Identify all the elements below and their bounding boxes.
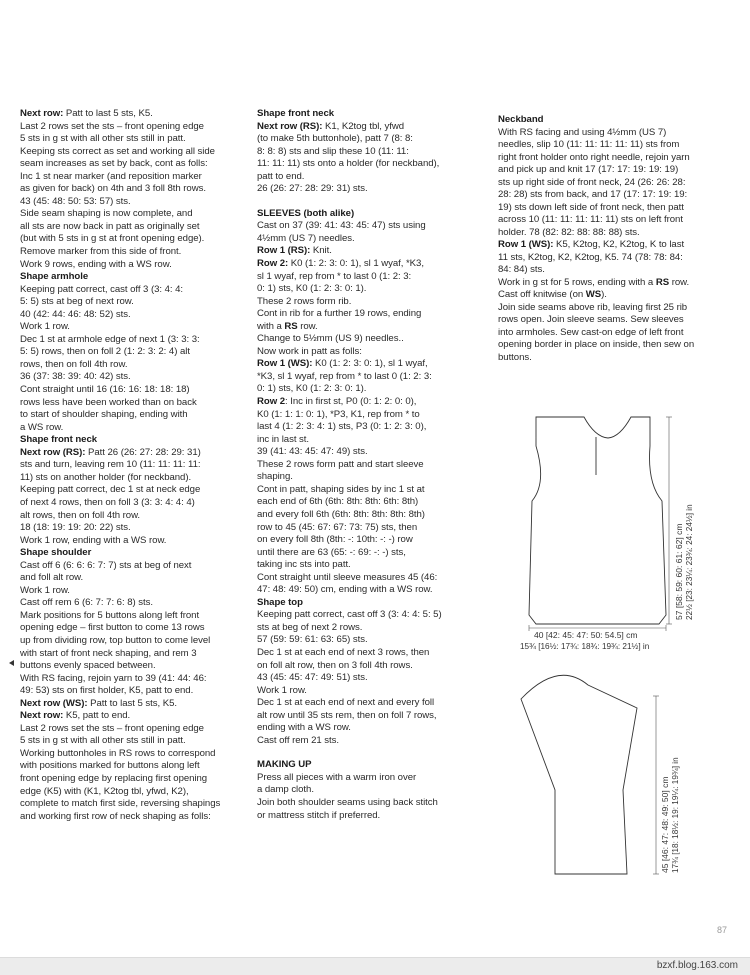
line-text: patt to end. [257, 170, 305, 182]
instruction-line [257, 333, 485, 346]
instruction-line [257, 735, 485, 748]
row-label: Next row: [20, 710, 64, 722]
section-heading: Shape top [257, 596, 303, 608]
instruction-line [498, 264, 730, 277]
section-heading: SLEEVES (both alike) [257, 207, 355, 219]
instruction-line [257, 710, 485, 723]
instruction-line [20, 786, 248, 799]
line-text: Last 2 rows set the sts – front opening edge [20, 120, 204, 132]
section-heading: Shape armhole [20, 271, 89, 283]
instruction-line [20, 284, 248, 297]
instruction-line [20, 597, 248, 610]
line-text: K0 (1: 2: 3: 0: 1), sl 1 wyaf, [312, 358, 428, 370]
instruction-line [20, 346, 248, 359]
line-text: Press all pieces with a warm iron over [257, 771, 417, 783]
line-text: 40 (42: 44: 46: 48: 52) sts. [20, 308, 131, 320]
line-text: right front holder onto right needle, rejoin yarn [498, 151, 690, 163]
instruction-line [498, 177, 730, 190]
body-width-in: 15¾ [16½: 17¾: 18¾: 19¾: 21½] in [520, 642, 650, 651]
line-text: 0: 1) sts, K0 (1: 2: 3: 0: 1). [257, 283, 367, 295]
instruction-line [257, 810, 485, 823]
line-text: 47: 48: 49: 50) cm, ending with a WS row. [257, 584, 433, 596]
instruction-line [257, 685, 485, 698]
spacer [257, 747, 485, 759]
instruction-line [20, 484, 248, 497]
body-length-in: 22½ [23: 23¼: 23¾: 24: 24½] in [685, 504, 694, 620]
instruction-line [257, 584, 485, 597]
line-text: 11: 11: 11) sts onto a holder (for neckband), [257, 158, 440, 170]
row-label: WS [585, 289, 602, 300]
instruction-line [257, 471, 485, 484]
instruction-line [257, 559, 485, 572]
line-text: Cont in patt, shaping sides by inc 1 st at [257, 483, 425, 495]
instruction-line [20, 146, 248, 159]
line-text: opening edge – first button to come 13 rows [20, 622, 205, 634]
instruction-line [20, 183, 248, 196]
instruction-line [20, 522, 248, 535]
line-text: of next 4 rows, then on foll 3 (3: 3: 4: 4: 4) [20, 496, 195, 508]
instruction-line [498, 302, 730, 315]
line-text: rows, then on foll 4th row. [20, 358, 128, 370]
body-length-cm: 57 [58: 59: 60: 61: 62] cm [674, 523, 684, 620]
instruction-line [20, 158, 248, 171]
line-text: 11 sts, K2tog, K2, K2tog, K5. 74 (78: 78: 84: [498, 251, 683, 263]
instruction-line [498, 127, 730, 140]
line-text: and pick up and knit 17 (17: 17: 19: 19: 19) [498, 164, 679, 175]
instruction-line [20, 371, 248, 384]
instruction-line [257, 296, 485, 309]
row-label: RS [655, 276, 670, 288]
line-text: 36 (37: 38: 39: 40: 42) sts. [20, 371, 131, 383]
line-text: holder. 78 (82: 82: 88: 88: 88) sts. [498, 226, 640, 238]
instruction-line [20, 648, 248, 661]
page-number: 87 [717, 925, 728, 935]
instruction-line [20, 121, 248, 134]
instruction-line [498, 314, 730, 327]
instruction-line [20, 359, 248, 372]
instruction-line [20, 798, 248, 811]
line-text: on foll alt row, then on 3 foll 4th rows. [257, 659, 413, 671]
line-text: taking inc sts into patt. [257, 559, 351, 571]
line-text: front opening edge by replacing first opening [20, 772, 208, 784]
line-text: inc in last st. [257, 433, 310, 445]
line-text: Inc 1 st near marker (and reposition marker [20, 170, 202, 182]
instruction-line [498, 227, 730, 240]
instruction-line [20, 334, 248, 347]
line-text: buttons evenly spaced between. [20, 660, 156, 672]
instruction-line [20, 735, 248, 748]
instruction-line [20, 221, 248, 234]
section-heading: Shape shoulder [20, 547, 92, 559]
line-text: Remove marker from this side of front. [20, 246, 182, 258]
line-text: With RS facing, rejoin yarn to 39 (41: 44: 46: [20, 672, 207, 684]
instruction-line [257, 233, 485, 246]
instruction-line [20, 196, 248, 209]
text-column-1 [20, 108, 248, 823]
sleeve-length-cm: 45 [46: 47: 48: 49: 50] cm [660, 776, 670, 873]
body-width-cm: 40 [42: 45: 47: 50: 54.5] cm [534, 630, 638, 640]
line-text: Work 1 row. [20, 584, 70, 596]
line-text: 43 (45: 48: 50: 53: 57) sts. [20, 195, 131, 207]
instruction-line [257, 220, 485, 233]
instruction-line [257, 183, 485, 196]
instruction-line [20, 510, 248, 523]
line-text: 28: 28) sts from back, and 17 (17: 17: 19: 19: [498, 189, 688, 200]
line-text: on every foll 8th (8th: -: 10th: -: -) row [257, 534, 413, 546]
instruction-line [20, 723, 248, 736]
line-text: 26 (26: 27: 28: 29: 31) sts. [257, 183, 368, 195]
instruction-line [20, 773, 248, 786]
text-column-2 [257, 108, 485, 822]
instruction-line [257, 547, 485, 560]
section-heading: Shape front neck [257, 108, 335, 119]
instruction-line [257, 245, 485, 258]
row-label: Next row (RS): [257, 120, 323, 132]
row-label: Row 2 [257, 396, 286, 408]
instruction-line [498, 214, 730, 227]
instruction-line [20, 585, 248, 598]
instruction-line [20, 497, 248, 510]
instruction-line [20, 246, 248, 259]
line-text: a damp cloth. [257, 784, 314, 796]
instruction-line [20, 409, 248, 422]
line-text: as given for back) on 4th and 3 foll 8th rows. [20, 183, 206, 195]
line-text: Keeping patt correct, cast off 3 (3: 4: 4: 5: 5) [257, 609, 442, 621]
line-text: alt rows, then on foll 4th row. [20, 509, 141, 521]
instruction-line [498, 252, 730, 265]
line-text: seam increases as set by back, cont as folls: [20, 158, 208, 170]
instruction-line [20, 673, 248, 686]
instruction-line [20, 447, 248, 460]
line-text: up from dividing row, top button to come level [20, 634, 211, 646]
instruction-line [257, 409, 485, 422]
line-text: 5 sts in g st with all other sts still in patt. [20, 735, 186, 747]
instruction-line [257, 446, 485, 459]
row-label: Row 1 (WS): [498, 239, 554, 250]
line-text: 5: 5) sts at beg of next row. [20, 296, 134, 308]
line-text: : Inc in first st, P0 (0: 1: 2: 0: 0), [285, 396, 417, 408]
instruction-line [20, 560, 248, 573]
instruction-line [20, 321, 248, 334]
line-text: These 2 rows form rib. [257, 295, 352, 307]
instruction-line [257, 396, 485, 409]
row-label: Next row: [20, 108, 64, 119]
instruction-line [257, 784, 485, 797]
line-text: Keeping sts correct as set and working all side [20, 145, 215, 157]
instruction-line [257, 258, 485, 271]
line-text: These 2 rows form patt and start sleeve [257, 458, 424, 470]
line-text: 49: 53) sts on first holder, K5, patt to end. [20, 685, 194, 697]
line-text: Patt 26 (26: 27: 28: 29: 31) [85, 446, 201, 458]
instruction-line [20, 171, 248, 184]
line-text: Dec 1 st at each end of next and every foll [257, 697, 435, 709]
line-text: rows open. Join sleeve seams. Sew sleeves [498, 314, 684, 325]
instruction-line [257, 697, 485, 710]
instruction-line [20, 748, 248, 761]
line-text: (but with 5 sts in g st at front opening edge). [20, 233, 205, 245]
instruction-line [20, 422, 248, 435]
line-text: ). [601, 289, 607, 300]
line-text: needles, slip 10 (11: 11: 11: 11: 11) sts from [498, 139, 680, 150]
line-text: a WS row. [20, 421, 64, 433]
line-text: 11) sts on another holder (for neckband). [20, 471, 192, 483]
section-heading: Neckband [498, 114, 544, 125]
line-text: Work 1 row. [20, 321, 70, 333]
instruction-line [257, 722, 485, 735]
line-text: 39 (41: 43: 45: 47: 49) sts. [257, 446, 368, 458]
line-text: 5 sts in g st with all other sts still in patt. [20, 133, 186, 145]
spacer [257, 196, 485, 208]
line-text: until there are 63 (65: -: 69: -: -) sts, [257, 546, 406, 558]
line-text: K0 (1: 1: 1: 0: 1), *P3, K1, rep from * to [257, 408, 420, 420]
line-text: Knit. [310, 245, 332, 257]
line-text: Join side seams above rib, leaving first 25 rib [498, 301, 688, 313]
instruction-line [257, 358, 485, 371]
instruction-line [257, 772, 485, 785]
instruction-line [257, 346, 485, 359]
line-text: 57 (59: 59: 61: 63: 65) sts. [257, 634, 368, 646]
line-text: 4½mm (US 7) needles. [257, 232, 355, 244]
instruction-line [20, 259, 248, 272]
instruction-line [498, 152, 730, 165]
line-text: Cont straight until sleeve measures 45 (46: [257, 571, 438, 583]
instruction-line [257, 383, 485, 396]
instruction-line [257, 534, 485, 547]
line-text: Cast on 37 (39: 41: 43: 45: 47) sts using [257, 220, 426, 232]
line-text: Join both shoulder seams using back stitch [257, 796, 438, 808]
instruction-line [257, 609, 485, 622]
instruction-line [257, 496, 485, 509]
instruction-line [257, 634, 485, 647]
row-label: RS [284, 320, 298, 332]
line-text: opening border in place on inside, then sew on [498, 339, 695, 350]
line-text: 8: 8: 8) sts and slip these 10 (11: 11: [257, 145, 409, 157]
line-text: Dec 1 st at each end of next 3 rows, then [257, 646, 430, 658]
line-text: 19) sts down left side of front neck, then patt [498, 201, 684, 213]
instruction-line [257, 321, 485, 334]
instruction-line [257, 459, 485, 472]
sleeve-length-in: 17¾ [18: 18½: 19: 19¼: 19¾] in [671, 757, 680, 873]
line-text: Cast off knitwise (on [498, 289, 586, 300]
instruction-line [20, 610, 248, 623]
instruction-line [20, 635, 248, 648]
footer-watermark[interactable]: bzxf.blog.163.com [656, 960, 738, 971]
line-text: last 4 (1: 2: 3: 4: 1) sts, P3 (0: 1: 2: 3: 0), [257, 421, 427, 433]
line-text: Work 9 rows, ending with a WS row. [20, 258, 172, 270]
row-label: Next row (WS): [20, 697, 88, 709]
row-label: Row 1 (RS): [257, 245, 311, 257]
instruction-line [257, 271, 485, 284]
line-text: Keeping patt correct, dec 1 st at neck edge [20, 484, 201, 496]
instruction-line [498, 339, 730, 352]
line-text: complete to match first side, reversing shapings [20, 798, 221, 810]
instruction-line [257, 434, 485, 447]
line-text: Patt to last 5 sts, K5. [87, 697, 177, 709]
instruction-line [20, 133, 248, 146]
instruction-line [257, 672, 485, 685]
line-text: Work 1 row. [257, 684, 307, 696]
line-text: K1, K2tog tbl, yfwd [322, 120, 405, 132]
instruction-line [20, 208, 248, 221]
row-label: Next row (RS): [20, 446, 86, 458]
line-text: Work in g st for 5 rows, ending with a [498, 276, 656, 288]
instruction-line [257, 371, 485, 384]
line-text: Work 1 row, ending with a WS row. [20, 534, 167, 546]
line-text: sts and turn, leaving rem 10 (11: 11: 11: 11: [20, 459, 201, 471]
instruction-line [20, 397, 248, 410]
instruction-line [257, 121, 485, 134]
instruction-line [20, 459, 248, 472]
line-text: Cont straight until 16 (16: 16: 18: 18: 18) [20, 384, 190, 396]
margin-arrow-icon [9, 660, 14, 666]
instruction-line [498, 202, 730, 215]
instruction-line [498, 352, 730, 365]
line-text: row. [297, 320, 318, 332]
line-text: Cont in rib for a further 19 rows, ending [257, 308, 422, 320]
instruction-line [257, 421, 485, 434]
instruction-line [20, 572, 248, 585]
line-text: across 10 (11: 11: 11: 11: 11) sts on left front [498, 214, 683, 225]
instruction-line [20, 296, 248, 309]
instruction-line [257, 797, 485, 810]
instruction-line [257, 522, 485, 535]
instruction-line [20, 698, 248, 711]
instruction-line [20, 622, 248, 635]
line-text: sts up right side of front neck, 24 (26: 26: 28: [498, 176, 686, 188]
instruction-line [257, 622, 485, 635]
instruction-line [498, 164, 730, 177]
line-text: 43 (45: 45: 47: 49: 51) sts. [257, 672, 368, 684]
line-text: K5, patt to end. [63, 710, 131, 722]
schematic-diagram [498, 405, 733, 905]
instruction-line [20, 309, 248, 322]
line-text: each end of 6th (6th: 8th: 8th: 6th: 8th) [257, 496, 419, 508]
sleeve-schematic [521, 675, 637, 874]
line-text: K5, K2tog, K2, K2tog, K to last [553, 239, 685, 250]
row-label: Row 2: [257, 258, 289, 270]
line-text: K0 (1: 2: 3: 0: 1), sl 1 wyaf, *K3, [288, 258, 424, 270]
instruction-line [257, 509, 485, 522]
footer-bar [0, 957, 750, 975]
line-text: 0: 1) sts, K0 (1: 2: 3: 0: 1). [257, 383, 367, 395]
line-text: sl 1 wyaf, rep from * to last 0 (1: 2: 3: [257, 270, 412, 282]
instruction-line [257, 572, 485, 585]
line-text: Keeping patt correct, cast off 3 (3: 4: 4: [20, 283, 184, 295]
line-text: 84: 84) sts. [498, 264, 545, 275]
line-text: to start of shoulder shaping, ending with [20, 409, 188, 421]
line-text: all sts are now back in patt as originally set [20, 220, 200, 232]
line-text: Now work in patt as folls: [257, 345, 362, 357]
text-column-3 [498, 114, 730, 364]
line-text: sts at beg of next 2 rows. [257, 621, 363, 633]
instruction-line [498, 189, 730, 202]
instruction-line [257, 484, 485, 497]
line-text: with positions marked for buttons along left [20, 760, 200, 772]
line-text: Change to 5½mm (US 9) needles.. [257, 333, 404, 345]
instruction-line [20, 685, 248, 698]
instruction-line [20, 233, 248, 246]
line-text: with start of front neck shaping, and rem 3 [20, 647, 197, 659]
line-text: and foll alt row. [20, 572, 84, 584]
line-text: (to make 5th buttonhole), patt 7 (8: 8: [257, 133, 413, 145]
instruction-line [257, 171, 485, 184]
line-text: Last 2 rows set the sts – front opening edge [20, 722, 204, 734]
line-text: rows less have been worked than on back [20, 396, 197, 408]
section-heading: Shape front neck [20, 434, 98, 446]
line-text: Cast off 6 (6: 6: 6: 7: 7) sts at beg of next [20, 559, 192, 571]
line-text: row. [669, 276, 690, 288]
line-text: Working buttonholes in RS rows to correspond [20, 747, 216, 759]
line-text: with a [257, 320, 285, 332]
instruction-line [498, 327, 730, 340]
line-text: Cast off rem 6 (6: 7: 7: 6: 8) sts. [20, 597, 153, 609]
instruction-line [20, 710, 248, 723]
instruction-line [257, 133, 485, 146]
instruction-line [257, 308, 485, 321]
body-schematic [529, 417, 666, 624]
instruction-line [498, 289, 730, 302]
instruction-line [498, 239, 730, 252]
instruction-line [20, 811, 248, 824]
instruction-line [257, 660, 485, 673]
row-label: Row 1 (WS): [257, 358, 313, 370]
line-text: ending with a WS row. [257, 722, 351, 734]
line-text: buttons. [498, 351, 532, 363]
instruction-line [498, 139, 730, 152]
line-text: Dec 1 st at armhole edge of next 1 (3: 3: 3: [20, 333, 200, 345]
line-text: into armholes. Sew cast-on edge of left front [498, 326, 684, 338]
line-text: 5: 5) rows, then on foll 2 (1: 2: 3: 2: 4) alt [20, 346, 190, 358]
instruction-line [20, 472, 248, 485]
instruction-line [20, 660, 248, 673]
line-text: Mark positions for 5 buttons along left front [20, 609, 200, 621]
line-text: Side seam shaping is now complete, and [20, 208, 193, 220]
line-text: edge (K5) with (K1, K2tog tbl, yfwd, K2), [20, 785, 189, 797]
section-heading: MAKING UP [257, 759, 312, 771]
instruction-line [498, 277, 730, 290]
instruction-line [20, 384, 248, 397]
instruction-line [257, 146, 485, 159]
instruction-line [257, 283, 485, 296]
instruction-line [20, 108, 248, 121]
line-text: and every foll 6th (6th: 8th: 8th: 8th: 8th) [257, 508, 425, 520]
instruction-line [257, 647, 485, 660]
instruction-line [20, 760, 248, 773]
line-text: Patt to last 5 sts, K5. [63, 108, 153, 119]
instruction-line [257, 158, 485, 171]
line-text: and working first row of neck shaping as folls: [20, 810, 211, 822]
line-text: alt row until 35 sts rem, then on foll 7 rows, [257, 709, 437, 721]
line-text: or mattress stitch if preferred. [257, 809, 381, 821]
line-text: row to 45 (45: 67: 67: 73: 75) sts, then [257, 521, 418, 533]
line-text: With RS facing and using 4½mm (US 7) [498, 126, 667, 138]
line-text: Cast off rem 21 sts. [257, 734, 339, 746]
instruction-line [20, 535, 248, 548]
line-text: *K3, sl 1 wyaf, rep from * to last 0 (1: 2: 3: [257, 370, 432, 382]
line-text: shaping. [257, 471, 293, 483]
line-text: 18 (18: 19: 19: 20: 22) sts. [20, 522, 131, 534]
